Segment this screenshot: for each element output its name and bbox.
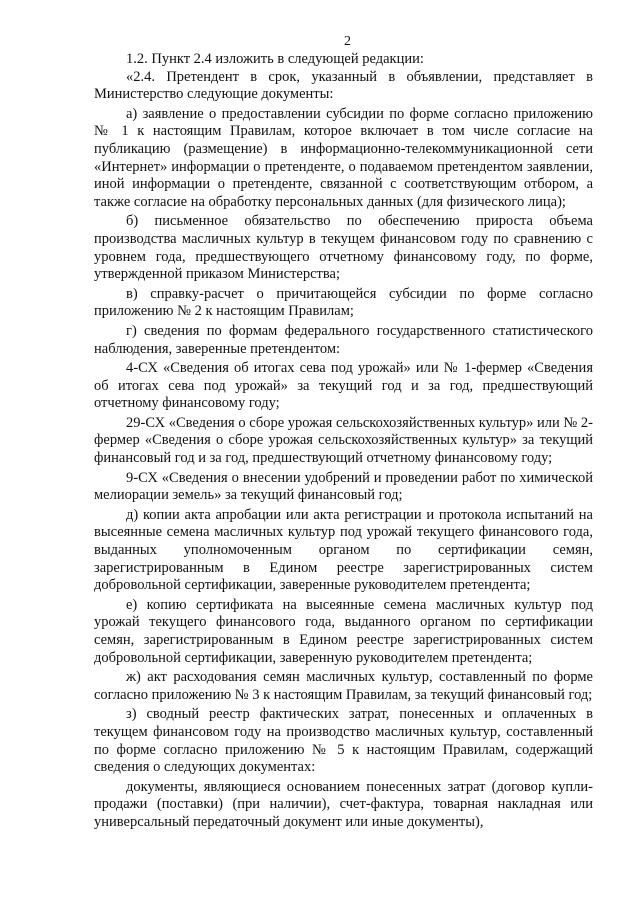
paragraph-documents: документы, являющиеся основанием понесенных затрат (договор купли-продажи (поставки) (при наличии), счет-фактура, товарная накладная или универсальный передаточный документ или иные документы), [94,778,593,830]
paragraph-item-b: б) письменное обязательство по обеспечению прироста объема производства масличных культур в текущем финансовом году по сравнению с уровнем года, предшествующего отчетному финансовому году, по форме, утвержденной приказом Министерства; [94,213,593,283]
paragraph-intro: 1.2. Пункт 2.4 изложить в следующей редакции: [126,51,424,67]
paragraph-form-4-sh: 4-СХ «Сведения об итогах сева под урожай» или № 1-фермер «Сведения об итогах сева под урожай» за текущий год и за год, предшествующий отчетному финансовому году; [94,360,593,412]
paragraph-item-z: з) сводный реестр фактических затрат, понесенных и оплаченных в текущем финансовом году на производство масличных культур, составленный по форме согласно приложению № 5 к настоящим Правилам, содержащий сведения о следующих документах: [94,706,593,776]
paragraph-item-v: в) справку-расчет о причитающейся субсидии по форме согласно приложению № 2 к настоящим Правилам; [94,285,593,320]
paragraph-item-e: е) копию сертификата на высеянные семена масличных культур под урожай текущего финансового года, выданного органом по сертификации семян, зарегистрированным в Едином реестре зарегистрированных систем добровольной сертификации, заверенную руководителем претендента; [94,596,593,666]
paragraph-item-zh: ж) акт расходования семян масличных культур, составленный по форме согласно приложению № 3 к настоящим Правилам, за текущий финансовый год; [94,669,593,703]
paragraph-form-9-sh: 9-СХ «Сведения о внесении удобрений и проведении работ по химической мелиорации земель» за текущий финансовый год; [94,469,593,504]
paragraph-item-d: д) копии акта апробации или акта регистрации и протокола испытаний на высеянные семена масличных культур под урожай текущего финансового года, выданных уполномоченным органом по сертификации семян, зарегистрированным в Едином реестре зарегистрированных систем добровольной сертификации, заверенные руководителем претендента; [94,506,593,594]
page-number: 2 [344,34,351,49]
paragraph-form-29-sh: 29-СХ «Сведения о сборе урожая сельскохозяйственных культур» или № 2-фермер «Сведения о сборе урожая сельскохозяйственных культур» за текущий финансовый год и за год, предшествующий отчетному финансовому году; [94,414,593,467]
paragraph-item-g: г) сведения по формам федерального государственного статистического наблюдения, заверенные претендентом: [94,322,593,357]
paragraph-item-a: а) заявление о предоставлении субсидии по форме согласно приложению № 1 к настоящим Правилам, которое включает в том числе согласие на публикацию (размещение) в информационно-телекоммуникационной сети «Интернет» информации о претенденте, о подаваемом претендентом заявлении, иной информации о претенденте, связанной с соответствующим отбором, а также согласие на обработку персональных данных (для физического лица); [94,105,593,210]
paragraph-2-4: «2.4. Претендент в срок, указанный в объявлении, представляет в Министерство следующие документы: [94,68,593,103]
